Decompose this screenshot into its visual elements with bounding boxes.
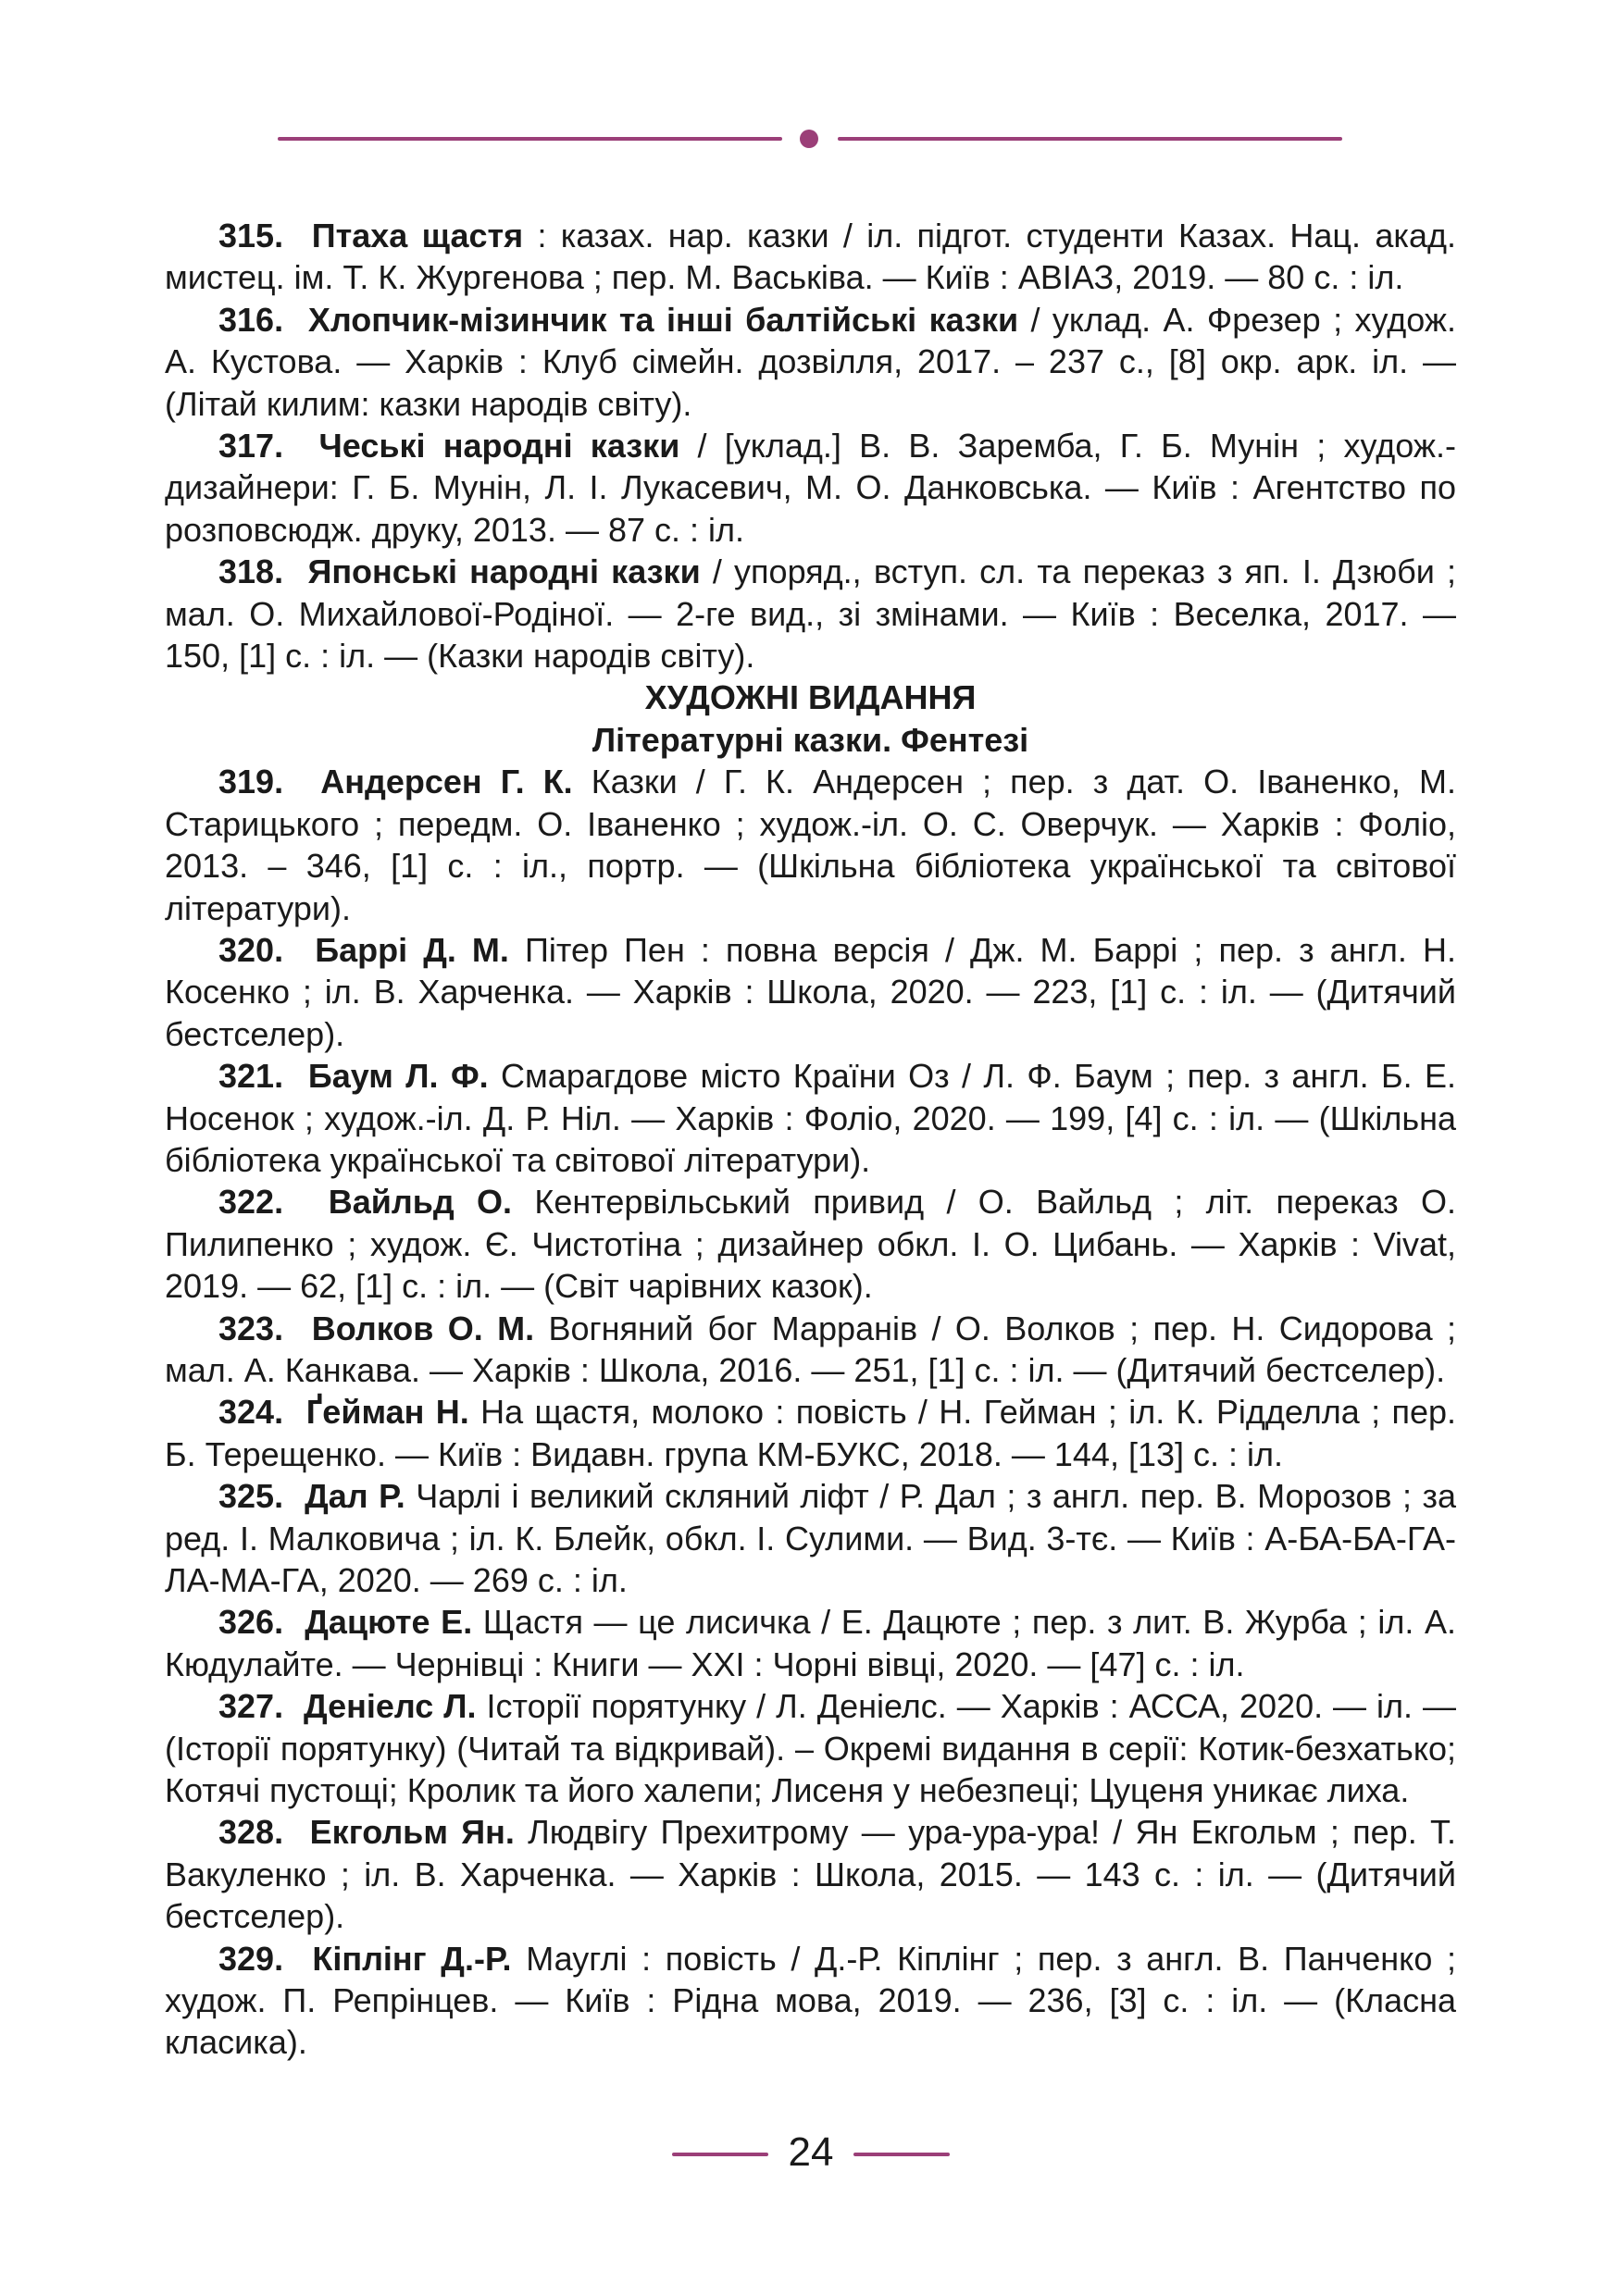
entry-details: : казах. нар. казки / іл. підгот. студенти Казах. Нац. акад. мистец. ім. Т. К. Жургенова ; пер. М. Васьківа. — Київ : АВІАЗ, 2019. — 80 с. : іл. xyxy=(165,217,1456,297)
bibliography-entry xyxy=(165,1475,1456,1601)
entry-details: Людвігу Прехитрому — ура-ура-ура! / Ян Екгольм ; пер. Т. Вакуленко ; іл. В. Харченка. — Харків : Школа, 2015. — 143 с. : іл. — (Дитячий бестселер). xyxy=(165,1813,1456,1936)
entry-details: Казки / Г. К. Андерсен ; пер. з дат. О. Іваненко, М. Старицького ; передм. О. Іваненко ; худож.-іл. О. С. Оверчук. — Харків : Фоліо, 2013. – 346, [1] с. : іл., портр. — (Шкільна бібліотека української та світової літератури). xyxy=(165,763,1456,927)
entry-title: Птаха щастя xyxy=(311,217,524,254)
bibliography-entry xyxy=(165,425,1456,551)
entry-title: Ґейман Н. xyxy=(305,1393,469,1432)
entry-title: Хлопчик-мізинчик та інші балтійські казки xyxy=(307,300,1019,339)
page-footer xyxy=(0,2125,1619,2180)
entry-title: Японські народні казки xyxy=(307,552,701,591)
entry-details: / [уклад.] В. В. Заремба, Г. Б. Мунін ; худож.-дизайнери: Г. Б. Мунін, Л. І. Лукасевич, М. О. Данковська. — Київ : Агентство по розповсюдж. друку, 2013. — 87 с. : іл. xyxy=(165,427,1456,549)
bibliography-entry xyxy=(165,215,1456,299)
entry-details: / упоряд., вступ. сл. та переказ з яп. І. Дзюби ; мал. О. Михайлової-Родіної. — 2-ге вид., зі змінами. — Київ : Веселка, 2017. — 150, [1] с. : іл. — (Казки народів світу). xyxy=(165,552,1457,676)
entry-number: 319. xyxy=(218,763,284,801)
entry-number: 315. xyxy=(218,217,284,254)
bibliography-entry xyxy=(165,761,1456,929)
bibliography-content xyxy=(165,215,1456,2064)
entry-title: Андерсен Г. К. xyxy=(320,763,573,801)
bibliography-entry xyxy=(165,1685,1456,1811)
entry-number: 322. xyxy=(218,1183,284,1222)
entry-number: 324. xyxy=(218,1393,284,1432)
bibliography-entry xyxy=(165,1938,1456,2064)
entry-number: 323. xyxy=(218,1309,284,1347)
entry-number: 328. xyxy=(218,1813,284,1852)
top-rule-right-line xyxy=(838,137,1342,141)
entry-details: На щастя, молоко : повість / Н. Гейман ; іл. К. Рідделла ; пер. Б. Терещенко. — Київ : Видавн. група КМ-БУКС, 2018. — 144, [13] с. : іл. xyxy=(165,1393,1456,1473)
section-heading: ХУДОЖНІ ВИДАННЯ xyxy=(644,678,977,717)
entry-details: Пітер Пен : повна версія / Дж. М. Баррі ; пер. з англ. Н. Косенко ; іл. В. Харченка. — Харків : Школа, 2020. — 223, [1] с. : іл. — (Дитячий бестселер). xyxy=(165,930,1456,1053)
entries-before-section xyxy=(165,215,1456,676)
top-rule-dot-icon xyxy=(800,130,818,148)
bibliography-entry xyxy=(165,1181,1456,1307)
bibliography-entry xyxy=(165,1055,1456,1181)
entry-title: Екгольм Ян. xyxy=(309,1813,515,1852)
entry-number: 316. xyxy=(218,300,284,339)
entry-details: Вогняний бог Марранів / О. Волков ; пер. Н. Сидорова ; мал. А. Канкава. — Харків : Школа, 2016. — 251, [1] с. : іл. — (Дитячий бестселер). xyxy=(165,1309,1456,1389)
entry-details: Кентервільський привид / О. Вайльд ; літ. переказ О. Пилипенко ; худож. Є. Чистотіна ; дизайнер обкл. І. О. Цибань. — Харків : Vivat, 2019. — 62, [1] с. : іл. — (Світ чарівних казок). xyxy=(165,1183,1456,1306)
entry-number: 317. xyxy=(218,427,284,465)
entry-title: Баум Л. Ф. xyxy=(307,1057,489,1096)
bibliography-entry xyxy=(165,1601,1456,1685)
entry-number: 327. xyxy=(218,1687,284,1726)
entry-number: 320. xyxy=(218,930,284,969)
entry-title: Баррі Д. М. xyxy=(315,930,509,969)
entry-number: 321. xyxy=(218,1057,284,1096)
entry-details: / уклад. А. Фрезер ; худож. А. Кустова. — Харків : Клуб сімейн. дозвілля, 2017. – 237 с., [8] окр. арк. іл. — (Літай килим: казки народів світу). xyxy=(165,300,1456,423)
entries-after-section xyxy=(165,761,1456,2064)
bibliography-entry xyxy=(165,1811,1456,1937)
footer-right-line xyxy=(853,2153,950,2156)
entry-title: Вайльд О. xyxy=(328,1183,513,1222)
entry-number: 325. xyxy=(218,1477,284,1516)
entry-number: 329. xyxy=(218,1939,284,1978)
entry-details: Смарагдове місто Країни Оз / Л. Ф. Баум ; пер. з англ. Б. Е. Носенок ; худож.-іл. Д. Р. Ніл. — Харків : Фоліо, 2020. — 199, [4] с. : іл. — (Шкільна бібліотека української та світової літератури). xyxy=(165,1057,1456,1179)
entry-title: Кіплінг Д.-Р. xyxy=(312,1939,512,1978)
section-subheading: Літературні казки. Фентезі xyxy=(592,720,1029,759)
entry-details: Історії порятунку / Л. Деніелс. — Харків : АССА, 2020. — іл. — (Історії порятунку) (Читай та відкривай). – Окремі видання в серії: Котик-безхатько; Котячі пустощі; Кролик та його халепи; Лисеня у небезпеці; Цуценя уникає лиха. xyxy=(165,1687,1456,1810)
bibliography-entry xyxy=(165,551,1456,676)
bibliography-entry xyxy=(165,299,1456,425)
bibliography-entry xyxy=(165,1391,1456,1475)
bibliography-entry xyxy=(165,1308,1456,1392)
entry-title: Деніелс Л. xyxy=(304,1687,477,1726)
entry-details: Чарлі і великий скляний ліфт / Р. Дал ; з англ. пер. В. Морозов ; за ред. І. Малковича ; іл. К. Блейк, обкл. І. Сулими. — Вид. 3-тє. — Київ : А-БА-БА-ГА-ЛА-МА-ГА, 2020. — 269 с. : іл. xyxy=(165,1477,1456,1599)
top-decorative-rule xyxy=(278,130,1342,148)
entry-title: Дал Р. xyxy=(305,1477,405,1516)
entry-number: 318. xyxy=(218,552,284,591)
bibliography-entry xyxy=(165,929,1456,1055)
top-rule-left-line xyxy=(278,137,782,141)
entry-number: 326. xyxy=(218,1603,284,1642)
entry-title: Дацюте Е. xyxy=(305,1603,473,1642)
entry-title: Чеські народні казки xyxy=(318,427,680,465)
entry-details: Щастя — це лисичка / Е. Дацюте ; пер. з лит. В. Журба ; іл. А. Кюдулайте. — Чернівці : Книги — ХХІ : Чорні вівці, 2020. — [47] с. : іл. xyxy=(165,1603,1456,1683)
entry-title: Волков О. М. xyxy=(311,1309,535,1347)
footer-left-line xyxy=(672,2153,768,2156)
page-number: 24 xyxy=(788,2129,834,2175)
entry-details: Мауглі : повість / Д.-Р. Кіплінг ; пер. з англ. В. Панченко ; худож. П. Репрінцев. — Київ : Рідна мова, 2019. — 236, [3] с. : іл. — (Класна класика). xyxy=(165,1939,1456,2062)
